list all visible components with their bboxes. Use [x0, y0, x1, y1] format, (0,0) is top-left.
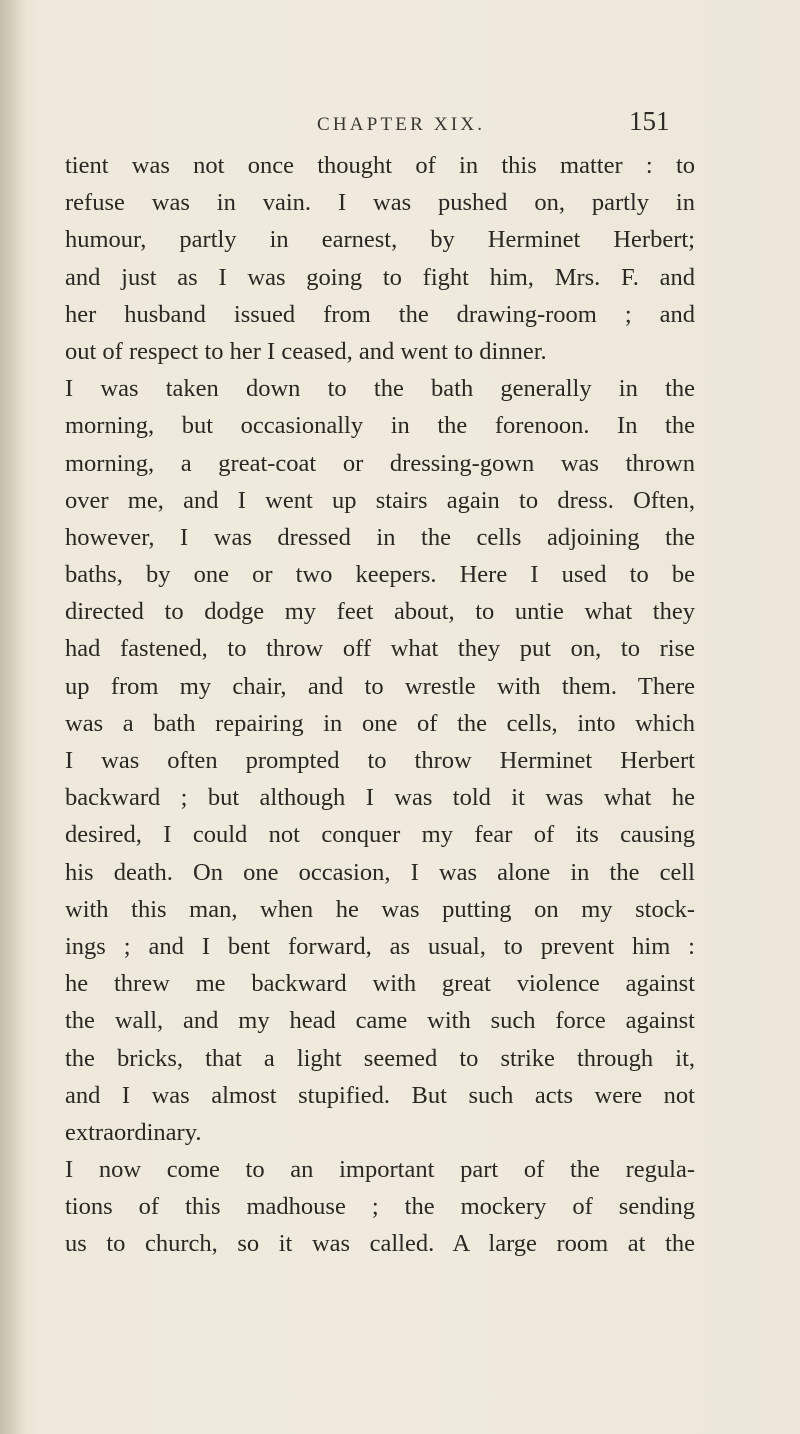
running-head — [0, 106, 800, 146]
text-line: out of respect to her I ceased, and went to dinner. — [65, 337, 547, 365]
text-line: tions of this madhouse ; the mockery of sending — [65, 1193, 695, 1221]
text-line: morning, a great-coat or dressing-gown was thrown — [65, 449, 695, 477]
text-line: his death. On one occasion, I was alone in the cell — [65, 858, 695, 886]
text-line: tient was not once thought of in this matter : to — [65, 152, 695, 179]
text-line: with this man, when he was putting on my stock- — [65, 895, 695, 923]
text-line: I was taken down to the bath generally in the — [65, 375, 695, 403]
text-line: up from my chair, and to wrestle with them. There — [65, 672, 695, 700]
text-line: her husband issued from the drawing-room ; and — [65, 300, 695, 328]
text-line: he threw me backward with great violence against — [65, 970, 695, 998]
text-line: ings ; and I bent forward, as usual, to prevent him : — [65, 932, 695, 960]
text-line: baths, by one or two keepers. Here I used to be — [65, 561, 695, 589]
text-line: us to church, so it was called. A large room at the — [65, 1230, 695, 1258]
text-line: over me, and I went up stairs again to dress. Often, — [65, 486, 695, 514]
text-line: I was often prompted to throw Herminet Herbert — [65, 747, 695, 774]
text-line: and I was almost stupified. But such acts were not — [65, 1081, 695, 1109]
text-line: however, I was dressed in the cells adjoining the — [65, 523, 695, 551]
text-line: desired, I could not conquer my fear of its causing — [65, 821, 695, 849]
text-line: I now come to an important part of the regula- — [65, 1156, 695, 1184]
text-line: directed to dodge my feet about, to untie what they — [65, 598, 695, 626]
text-line: morning, but occasionally in the forenoon. In the — [65, 412, 695, 440]
chapter-title: CHAPTER XIX. — [317, 114, 486, 135]
text-line: had fastened, to throw off what they put on, to rise — [65, 635, 695, 663]
text-line: the wall, and my head came with such force against — [65, 1007, 695, 1035]
body-text — [65, 147, 695, 1263]
text-line: the bricks, that a light seemed to strike through it, — [65, 1044, 695, 1072]
page-number: 151 — [629, 106, 670, 136]
page-gutter-shadow — [0, 0, 26, 1434]
text-line: humour, partly in earnest, by Herminet Herbert; — [65, 226, 695, 254]
text-line: and just as I was going to fight him, Mrs. F. and — [65, 263, 695, 291]
text-line: refuse was in vain. I was pushed on, partly in — [65, 189, 695, 217]
text-line: extraordinary. — [65, 1118, 202, 1146]
text-line: backward ; but although I was told it was what he — [65, 784, 695, 812]
text-line: was a bath repairing in one of the cells, into which — [65, 709, 695, 737]
